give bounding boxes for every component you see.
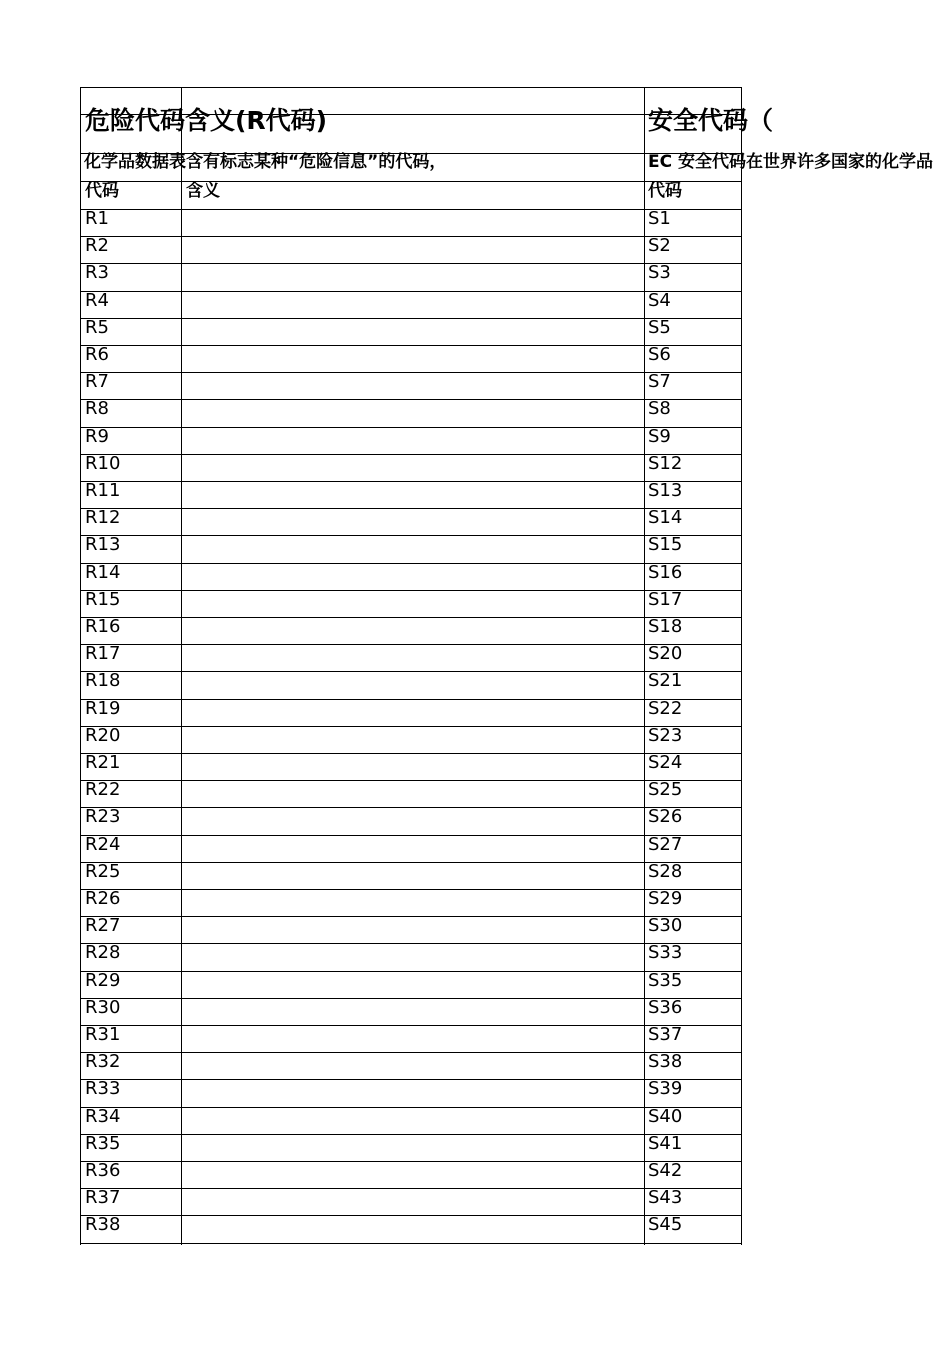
r-code-cell: R10 bbox=[85, 453, 121, 474]
s-code-cell: S26 bbox=[648, 806, 683, 827]
row-bottom-border bbox=[80, 1215, 741, 1216]
row-bottom-border bbox=[80, 454, 741, 455]
description-row-bottom-border bbox=[80, 181, 741, 182]
s-code-cell: S30 bbox=[648, 915, 683, 936]
r-code-cell: R22 bbox=[85, 779, 121, 800]
row-bottom-border bbox=[80, 916, 741, 917]
r-code-cell: R32 bbox=[85, 1051, 121, 1072]
r-code-cell: R1 bbox=[85, 208, 109, 229]
row-bottom-border bbox=[80, 1025, 741, 1026]
row-bottom-border bbox=[80, 889, 741, 890]
row-bottom-border bbox=[80, 862, 741, 863]
s-code-cell: S13 bbox=[648, 480, 683, 501]
r-code-cell: R25 bbox=[85, 861, 121, 882]
row-bottom-border bbox=[80, 1188, 741, 1189]
s-section-title: 安全代码（ bbox=[648, 106, 774, 135]
row-bottom-border bbox=[80, 807, 741, 808]
s-code-cell: S25 bbox=[648, 779, 683, 800]
row-bottom-border bbox=[80, 563, 741, 564]
row-bottom-border bbox=[80, 753, 741, 754]
row-bottom-border bbox=[80, 291, 741, 292]
r-code-cell: R34 bbox=[85, 1106, 121, 1127]
row-bottom-border bbox=[80, 399, 741, 400]
r-code-cell: R11 bbox=[85, 480, 121, 501]
s-code-cell: S42 bbox=[648, 1160, 683, 1181]
s-code-cell: S39 bbox=[648, 1078, 683, 1099]
row-bottom-border bbox=[80, 780, 741, 781]
row-bottom-border bbox=[80, 372, 741, 373]
row-bottom-border bbox=[80, 671, 741, 672]
r-code-cell: R13 bbox=[85, 534, 121, 555]
table-top-border bbox=[80, 87, 741, 88]
s-code-cell: S3 bbox=[648, 262, 671, 283]
row-bottom-border bbox=[80, 1107, 741, 1108]
s-code-cell: S14 bbox=[648, 507, 683, 528]
row-bottom-border bbox=[80, 644, 741, 645]
s-code-cell: S6 bbox=[648, 344, 671, 365]
r-code-cell: R2 bbox=[85, 235, 109, 256]
row-bottom-border bbox=[80, 1161, 741, 1162]
s-code-cell: S8 bbox=[648, 398, 671, 419]
row-bottom-border bbox=[80, 699, 741, 700]
s-code-cell: S29 bbox=[648, 888, 683, 909]
s-code-cell: S2 bbox=[648, 235, 671, 256]
r-code-cell: R19 bbox=[85, 698, 121, 719]
row-bottom-border bbox=[80, 236, 741, 237]
r-code-cell: R38 bbox=[85, 1214, 121, 1235]
row-bottom-border bbox=[80, 345, 741, 346]
r-code-cell: R18 bbox=[85, 670, 121, 691]
r-code-cell: R33 bbox=[85, 1078, 121, 1099]
s-code-cell: S36 bbox=[648, 997, 683, 1018]
row-bottom-border bbox=[80, 590, 741, 591]
r-code-cell: R26 bbox=[85, 888, 121, 909]
right-border bbox=[741, 87, 742, 1245]
r-code-cell: R27 bbox=[85, 915, 121, 936]
row-bottom-border bbox=[80, 1052, 741, 1053]
s-code-cell: S41 bbox=[648, 1133, 683, 1154]
s-code-cell: S43 bbox=[648, 1187, 683, 1208]
r-code-cell: R24 bbox=[85, 834, 121, 855]
r-code-cell: R31 bbox=[85, 1024, 121, 1045]
row-bottom-border bbox=[80, 263, 741, 264]
row-bottom-border bbox=[80, 508, 741, 509]
r-code-cell: R36 bbox=[85, 1160, 121, 1181]
r-code-cell: R3 bbox=[85, 262, 109, 283]
r-code-cell: R28 bbox=[85, 942, 121, 963]
r-code-cell: R29 bbox=[85, 970, 121, 991]
r-code-cell: R37 bbox=[85, 1187, 121, 1208]
r-code-cell: R8 bbox=[85, 398, 109, 419]
s-code-cell: S17 bbox=[648, 589, 683, 610]
s-code-cell: S16 bbox=[648, 562, 683, 583]
r-meaning-column-header: 含义 bbox=[186, 181, 220, 201]
left-border bbox=[80, 87, 81, 1245]
r-code-cell: R30 bbox=[85, 997, 121, 1018]
s-code-cell: S7 bbox=[648, 371, 671, 392]
r-code-cell: R35 bbox=[85, 1133, 121, 1154]
row-bottom-border bbox=[80, 481, 741, 482]
s-code-cell: S23 bbox=[648, 725, 683, 746]
s-code-cell: S20 bbox=[648, 643, 683, 664]
r-code-cell: R4 bbox=[85, 290, 109, 311]
r-section-description: 化学品数据表含有标志某种“危险信息”的代码， bbox=[84, 152, 447, 172]
row-bottom-border bbox=[80, 835, 741, 836]
s-code-cell: S24 bbox=[648, 752, 683, 773]
s-code-cell: S15 bbox=[648, 534, 683, 555]
s-section-description: EC 安全代码在世界许多国家的化学品 bbox=[648, 152, 934, 172]
s-code-cell: S12 bbox=[648, 453, 683, 474]
s-code-cell: S37 bbox=[648, 1024, 683, 1045]
r-code-cell: R14 bbox=[85, 562, 121, 583]
s-code-cell: S9 bbox=[648, 426, 671, 447]
row-bottom-border bbox=[80, 1079, 741, 1080]
s-code-cell: S40 bbox=[648, 1106, 683, 1127]
r-code-cell: R20 bbox=[85, 725, 121, 746]
s-code-cell: S5 bbox=[648, 317, 671, 338]
s-code-cell: S45 bbox=[648, 1214, 683, 1235]
row-bottom-border bbox=[80, 943, 741, 944]
row-bottom-border bbox=[80, 971, 741, 972]
s-code-cell: S21 bbox=[648, 670, 683, 691]
r-code-cell: R17 bbox=[85, 643, 121, 664]
s-code-cell: S28 bbox=[648, 861, 683, 882]
code-column-divider bbox=[181, 87, 182, 1245]
row-bottom-border bbox=[80, 1134, 741, 1135]
s-code-column-header: 代码 bbox=[648, 181, 682, 201]
row-bottom-border bbox=[80, 726, 741, 727]
s-code-cell: S1 bbox=[648, 208, 671, 229]
header-row-bottom-border bbox=[80, 209, 741, 210]
meaning-column-divider bbox=[644, 87, 645, 1245]
row-bottom-border bbox=[80, 535, 741, 536]
s-code-cell: S38 bbox=[648, 1051, 683, 1072]
s-code-cell: S18 bbox=[648, 616, 683, 637]
r-code-cell: R7 bbox=[85, 371, 109, 392]
s-code-cell: S22 bbox=[648, 698, 683, 719]
row-bottom-border bbox=[80, 318, 741, 319]
row-bottom-border bbox=[80, 617, 741, 618]
s-code-cell: S27 bbox=[648, 834, 683, 855]
r-code-cell: R21 bbox=[85, 752, 121, 773]
row-bottom-border bbox=[80, 427, 741, 428]
r-section-title: 危险代码含义(R代码) bbox=[85, 106, 328, 135]
r-code-column-header: 代码 bbox=[85, 181, 119, 201]
r-code-cell: R16 bbox=[85, 616, 121, 637]
r-code-cell: R9 bbox=[85, 426, 109, 447]
r-code-cell: R15 bbox=[85, 589, 121, 610]
r-code-cell: R23 bbox=[85, 806, 121, 827]
r-code-cell: R6 bbox=[85, 344, 109, 365]
row-bottom-border bbox=[80, 1243, 741, 1244]
r-code-cell: R12 bbox=[85, 507, 121, 528]
s-code-cell: S4 bbox=[648, 290, 671, 311]
row-bottom-border bbox=[80, 998, 741, 999]
s-code-cell: S33 bbox=[648, 942, 683, 963]
s-code-cell: S35 bbox=[648, 970, 683, 991]
r-code-cell: R5 bbox=[85, 317, 109, 338]
